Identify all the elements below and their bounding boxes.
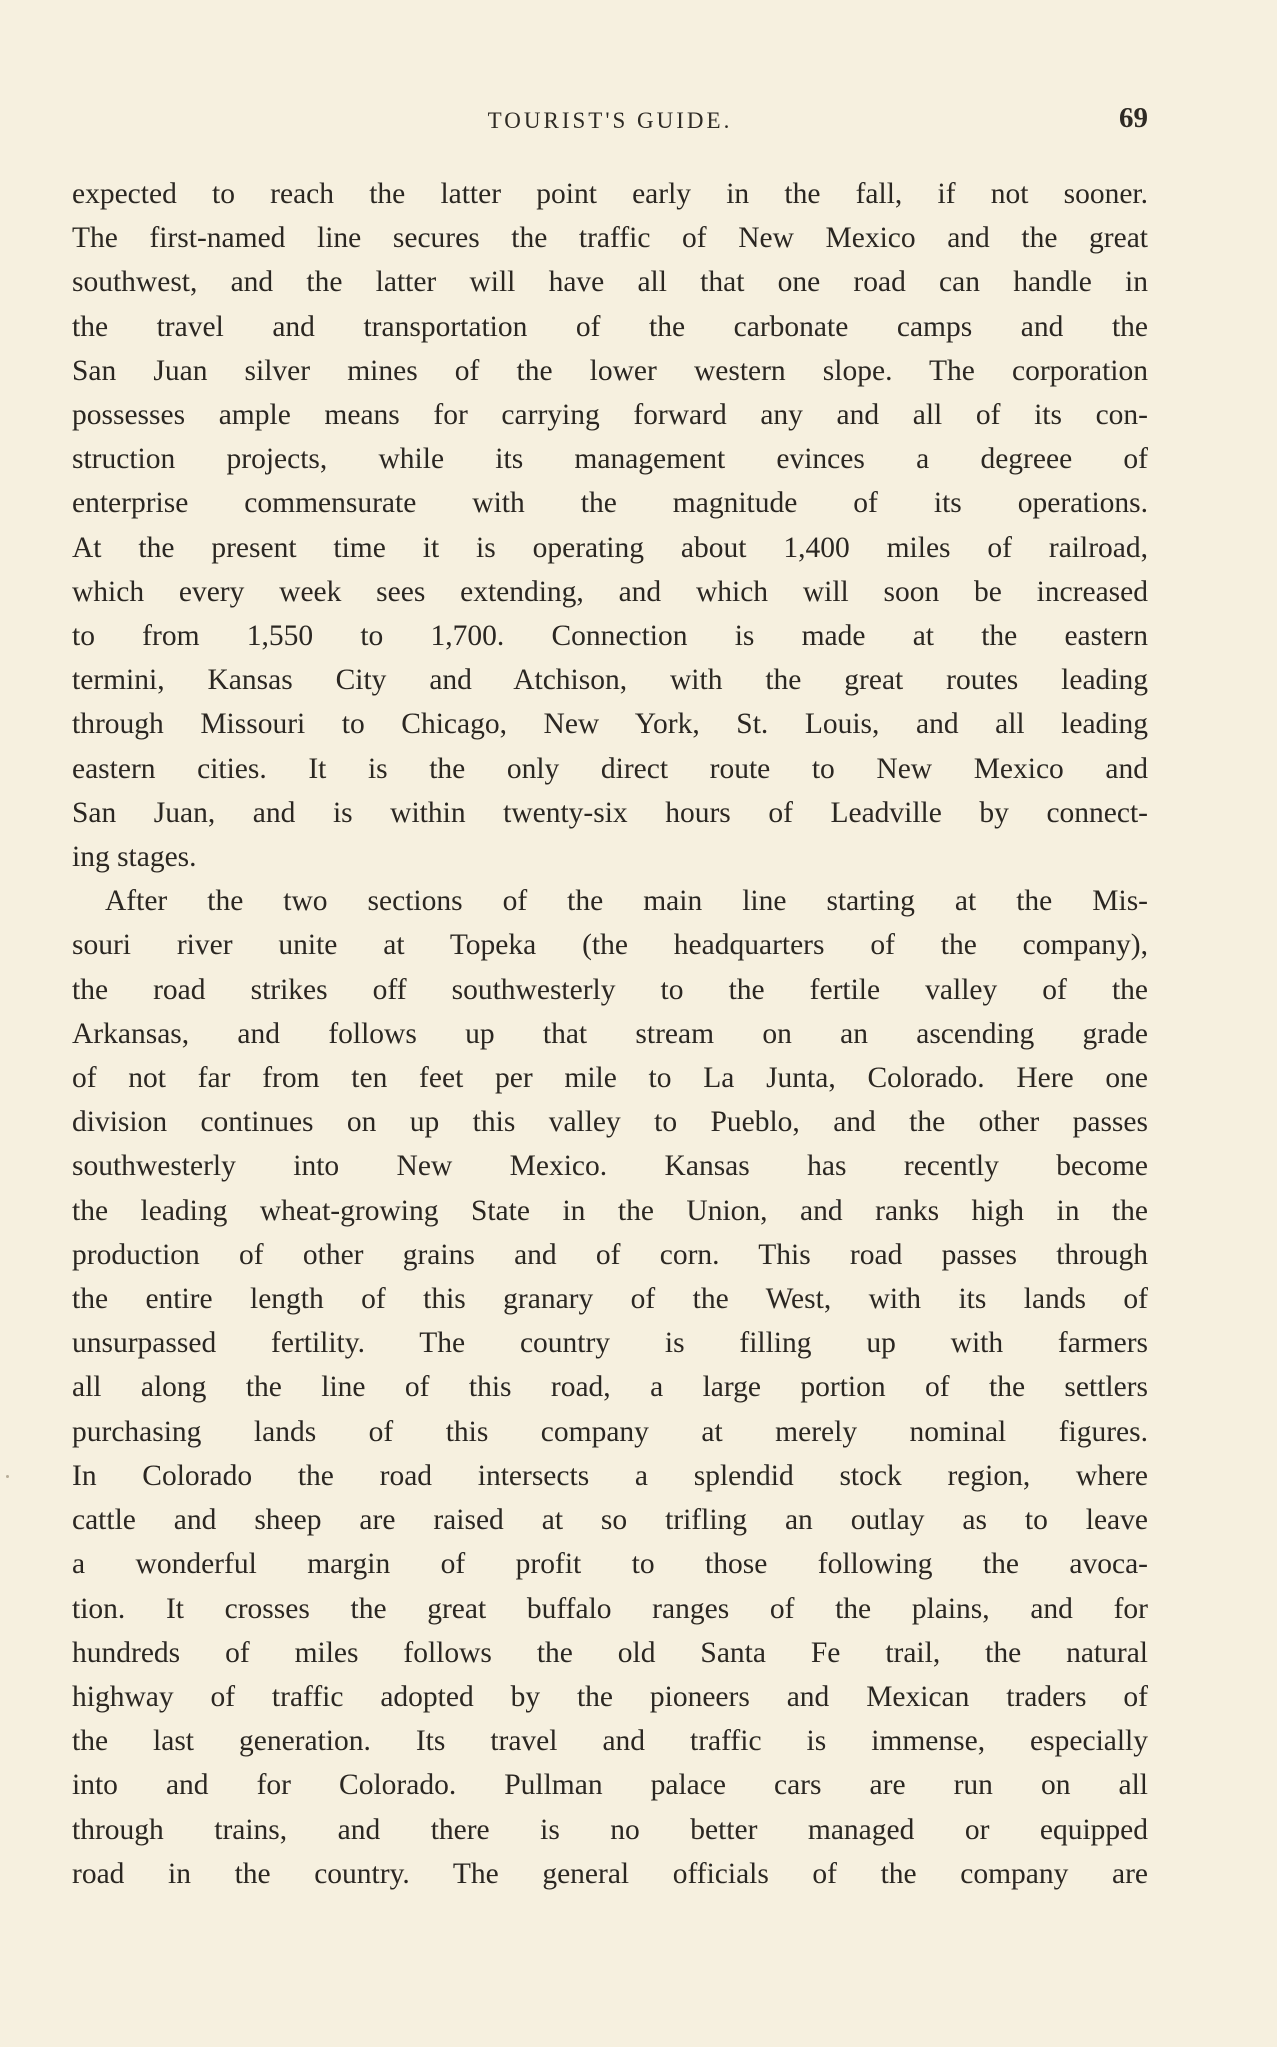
text-line: After the two sections of the main line starting at the Mis- xyxy=(105,885,1148,918)
page-number: 69 xyxy=(1119,102,1148,134)
text-line: eastern cities. It is the only direct route to New Mexico and xyxy=(72,752,1148,785)
text-line: expected to reach the latter point early in the fall, if not sooner. xyxy=(72,178,1148,210)
text-line: production of other grains and of corn. This road passes through xyxy=(72,1238,1148,1271)
text-line: the road strikes off southwesterly to the fertile valley of the xyxy=(72,973,1148,1006)
text-line: which every week sees extending, and which will soon be increased xyxy=(72,575,1148,608)
margin-speck xyxy=(6,1475,9,1478)
running-header xyxy=(72,100,1148,144)
text-line: division continues on up this valley to Pueblo, and the other passes xyxy=(72,1106,1148,1139)
text-line: At the present time it is operating about 1,400 miles of railroad, xyxy=(72,531,1148,564)
text-line: of not far from ten feet per mile to La Junta, Colorado. Here one xyxy=(72,1062,1148,1095)
text-line: the travel and transportation of the carbonate camps and the xyxy=(72,310,1148,343)
body-text xyxy=(72,172,1148,1896)
text-line: hundreds of miles follows the old Santa Fe trail, the natural xyxy=(72,1636,1148,1669)
text-line: souri river unite at Topeka (the headquarters of the company), xyxy=(72,929,1148,962)
text-line: into and for Colorado. Pullman palace cars are run on all xyxy=(72,1769,1148,1802)
text-line: the last generation. Its travel and traffic is immense, especially xyxy=(72,1725,1148,1758)
text-line: San Juan, and is within twenty-six hours of Leadville by connect- xyxy=(72,796,1148,829)
text-line: In Colorado the road intersects a splendid stock region, where xyxy=(72,1459,1148,1492)
text-line: The first-named line secures the traffic of New Mexico and the great xyxy=(72,222,1148,255)
text-line: ing stages. xyxy=(72,841,197,874)
text-line: to from 1,550 to 1,700. Connection is made at the eastern xyxy=(72,620,1148,653)
text-line: road in the country. The general officials of the company are xyxy=(72,1857,1148,1890)
text-line: the leading wheat-growing State in the Union, and ranks high in the xyxy=(72,1194,1148,1227)
text-line: enterprise commensurate with the magnitude of its operations. xyxy=(72,487,1148,520)
paragraph-2 xyxy=(72,879,1148,1896)
text-line: cattle and sheep are raised at so trifling an outlay as to leave xyxy=(72,1504,1148,1537)
text-line: southwesterly into New Mexico. Kansas has recently become xyxy=(72,1150,1148,1183)
text-line: tion. It crosses the great buffalo ranges of the plains, and for xyxy=(72,1592,1148,1625)
text-line: struction projects, while its management evinces a degreee of xyxy=(72,443,1148,476)
text-line: San Juan silver mines of the lower western slope. The corporation xyxy=(72,354,1148,387)
running-title: TOURIST'S GUIDE. xyxy=(487,108,733,133)
text-line: the entire length of this granary of the West, with its lands of xyxy=(72,1283,1148,1316)
text-line: termini, Kansas City and Atchison, with the great routes leading xyxy=(72,664,1148,697)
text-line: possesses ample means for carrying forward any and all of its con- xyxy=(72,399,1148,432)
text-line: Arkansas, and follows up that stream on an ascending grade xyxy=(72,1017,1148,1050)
text-line: through Missouri to Chicago, New York, St. Louis, and all leading xyxy=(72,708,1148,741)
text-line: a wonderful margin of profit to those following the avoca- xyxy=(72,1548,1148,1581)
text-line: all along the line of this road, a large portion of the settlers xyxy=(72,1371,1148,1404)
text-line: through trains, and there is no better managed or equipped xyxy=(72,1813,1148,1846)
paragraph-1 xyxy=(72,172,1148,879)
text-line: unsurpassed fertility. The country is filling up with farmers xyxy=(72,1327,1148,1360)
book-page xyxy=(72,100,1148,1896)
text-line: highway of traffic adopted by the pioneers and Mexican traders of xyxy=(72,1680,1148,1713)
text-line: purchasing lands of this company at merely nominal figures. xyxy=(72,1415,1148,1448)
text-line: southwest, and the latter will have all that one road can handle in xyxy=(72,266,1148,299)
